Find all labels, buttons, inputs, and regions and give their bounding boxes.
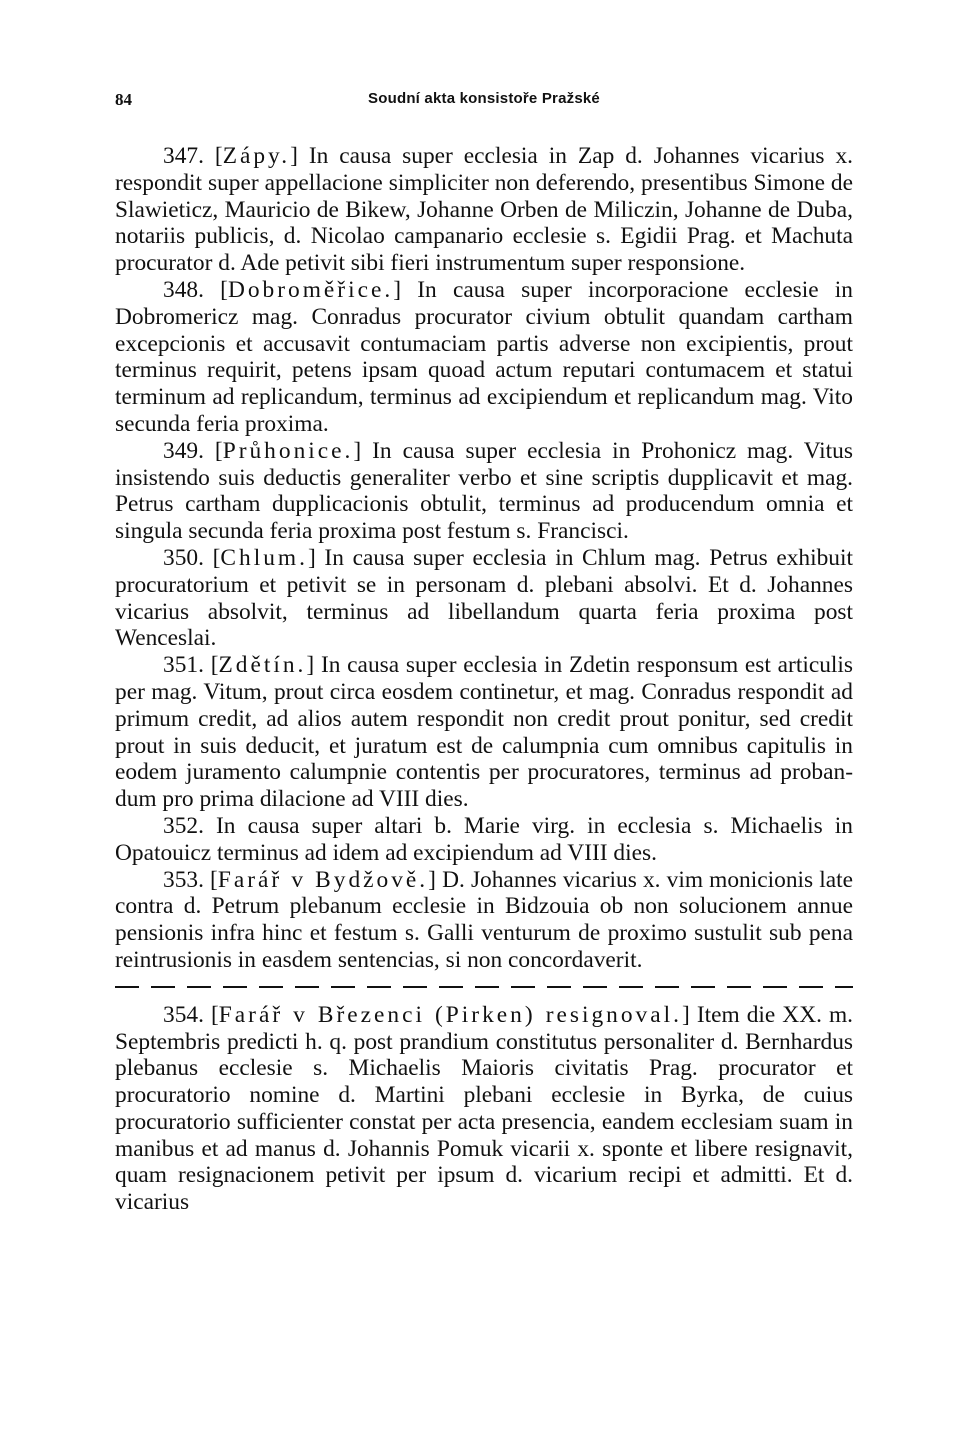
entry-text: In causa super ecclesia in Prohonicz mag. Vitus insistendo suis deductis generaliter verbo et sine scriptis dupplicavit et mag. Petrus cartham dupplicacionis obtulit, terminus ad producendum omnia et singula secunda feria proxima post festum s. Francisci. bbox=[115, 437, 853, 545]
entry-text: In causa super ecclesia in Chlum mag. Petrus exhibuit procuratorium et petivit se in personam d. plebani absolvi. Et d. Johannes vicarius absolvit, terminus ad libellandum quarta feria proxima post Wenceslai. bbox=[115, 544, 854, 652]
entry-text: Item die XX. m. Septembris predicti h. q. post prandium constitutus personaliter d. Bernhardus plebanus ecclesie s. Michaelis Maioris civitatis Prag. procurator et procuratorio nomine d. Martini plebani ecclesie in Byrka, de cuius procuratorio sufficienter constat per acta presencia, eandem ecclesiam suam in manibus et ad manus d. Johannis Pomuk vicarii x. sponte et libere resignavit, quam resignacionem petivit per ipsum d. vicarium recipi et admitti. Et d. vicarius bbox=[115, 1001, 854, 1216]
entry-353: 353. [Farář v Bydžově.] D. Johannes vicarius x. vim monicionis late contra d. Petrum plebanum ecclesie in Bidzouia ob non solucionem annue pensionis infra hinc et festum s. Galli venturum de proximo sustulit sub pena reintrusionis in easdem sentencias, si non concordaverit. bbox=[115, 866, 853, 973]
entry-number: 354. bbox=[163, 1001, 204, 1028]
entry-350: 350. [Chlum.] In causa super ecclesia in Chlum mag. Petrus exhibuit procuratorium et petivit se in personam d. plebani absolvi. Et d. Johannes vicarius absolvit, terminus ad libellandum quarta feria proxima post Wenceslai. bbox=[115, 544, 854, 652]
page-header bbox=[115, 90, 853, 114]
entry-place: Farář v Březenci (Pirken) resignoval. bbox=[218, 1001, 682, 1028]
entry-number: 352. bbox=[163, 812, 204, 839]
entry-place: Chlum. bbox=[220, 544, 308, 571]
entry-place: Zdětín. bbox=[218, 652, 307, 679]
entry-347: 347. [Zápy.] In causa super ecclesia in Zap d. Johannes vicarius x. respondit super appellacione simpliciter non deferendo, presentibus Simone de Slawieticz, Mauricio de Bikew, Johanne Orben de Miliczin, Johanne de Duba, notariis publicis, d. Nicolao campanario ecclesie s. Egidii Prag. et Machuta procurator d. Ade petivit sibi fieri instrumentum super responsione. bbox=[115, 143, 853, 277]
entry-text: In causa super incorporacione ecclesie in Dobromericz mag. Conradus procurator civium obtulit quandam cartham excepcionis et accusavit contumaciam partis adverse non excipientis, prout terminus requirit, petens ipsam quoad actum reputari contumacem et statui terminum ad replicandum, terminus ad excipiendum et replicandum mag. Vito secunda feria proxima. bbox=[115, 276, 854, 437]
running-title: Soudní akta konsistoře Pražské bbox=[368, 90, 600, 107]
entry-place: Zápy. bbox=[222, 143, 291, 169]
entry-text: In causa super altari b. Marie virg. in ecclesia s. Michaelis in Opatouicz terminus ad idem ad excipiendum ad VIII dies. bbox=[115, 812, 853, 866]
entry-text: In causa super ecclesia in Zdetin responsum est articulis per mag. Vitum, prout circa eosdem continetur, et mag. Conradus respondit ad primum credit, ad alios autem respondit non credit prout ponitur, sed credit prout in suis deducit, et juratum est de calumpnia cum omnibus capitulis in eodem juramento calumpnie contentis per procuratores, terminus ad probandum pro prima dilacione ad VIII dies. bbox=[115, 652, 853, 813]
entry-place: Dobroměřice. bbox=[227, 276, 394, 303]
body-text bbox=[115, 143, 853, 1216]
entry-place: Farář v Bydžově. bbox=[217, 866, 429, 893]
entry-number: 348. bbox=[163, 276, 204, 303]
page-number: 84 bbox=[115, 90, 132, 109]
entry-place: Průhonice. bbox=[222, 437, 354, 464]
entry-text: D. Johannes vicarius x. vim monicionis late contra d. Petrum plebanum ecclesie in Bidzouia ob non solucionem annue pensionis infra hinc et festum s. Galli venturum de proximo sustulit sub pena reintrusionis in easdem sentencias, si non concordaverit. bbox=[115, 866, 853, 973]
entry-352 bbox=[115, 813, 853, 867]
entry-number: 351. bbox=[163, 652, 204, 679]
dashed-divider bbox=[115, 986, 853, 988]
entry-349: 349. [Průhonice.] In causa super ecclesia in Prohonicz mag. Vitus insistendo suis deductis generaliter verbo et sine scriptis dupplicavit et mag. Petrus cartham dupplicacionis obtulit, terminus ad producendum omnia et singula secunda feria proxima post festum s. Francisci. bbox=[115, 437, 853, 545]
entry-text: In causa super ecclesia in Zap d. Johannes vicarius x. respondit super appellacione simpliciter non deferendo, presentibus Simone de Slawieticz, Mauricio de Bikew, Johanne Orben de Miliczin, Johanne de Duba, notariis publicis, d. Nicolao campanario ecclesie s. Egidii Prag. et Machuta procurator d. Ade petivit sibi fieri instrumentum super responsione. bbox=[115, 143, 853, 277]
entry-354: 354. [Farář v Březenci (Pirken) resignoval.] Item die XX. m. Septembris predicti h. q. post prandium constitutus personaliter d. Bernhardus plebanus ecclesie s. Michaelis Maioris civitatis Prag. procurator et procuratorio nomine d. Martini plebani ecclesie in Byrka, de cuius procuratorio sufficienter constat per acta presencia, eandem ecclesiam suam in manibus et ad manus d. Johannis Pomuk vicarii x. sponte et libere resignavit, quam resignacionem petivit per ipsum d. vicarium recipi et admitti. Et d. vicarius bbox=[115, 1001, 854, 1216]
entry-number: 347. bbox=[163, 143, 204, 169]
entry-number: 349. bbox=[163, 437, 204, 464]
entry-351: 351. [Zdětín.] In causa super ecclesia in Zdetin responsum est articulis per mag. Vitum, prout circa eosdem continetur, et mag. Conradus respondit ad primum credit, ad alios autem respondit non credit prout ponitur, sed credit prout in suis deducit, et juratum est de calumpnia cum omnibus capitulis in eodem juramento calumpnie contentis per procuratores, terminus ad probandum pro prima dilacione ad VIII dies. bbox=[115, 652, 853, 813]
entry-number: 353. bbox=[163, 866, 204, 893]
entry-number: 350. bbox=[163, 544, 204, 571]
entry-348: 348. [Dobroměřice.] In causa super incorporacione ecclesie in Dobromericz mag. Conradus procurator civium obtulit quandam cartham excepcionis et accusavit contumaciam partis adverse non excipientis, prout terminus requirit, petens ipsam quoad actum reputari contumacem et statui terminum ad replicandum, terminus ad excipiendum et replicandum mag. Vito secunda feria proxima. bbox=[115, 276, 854, 437]
